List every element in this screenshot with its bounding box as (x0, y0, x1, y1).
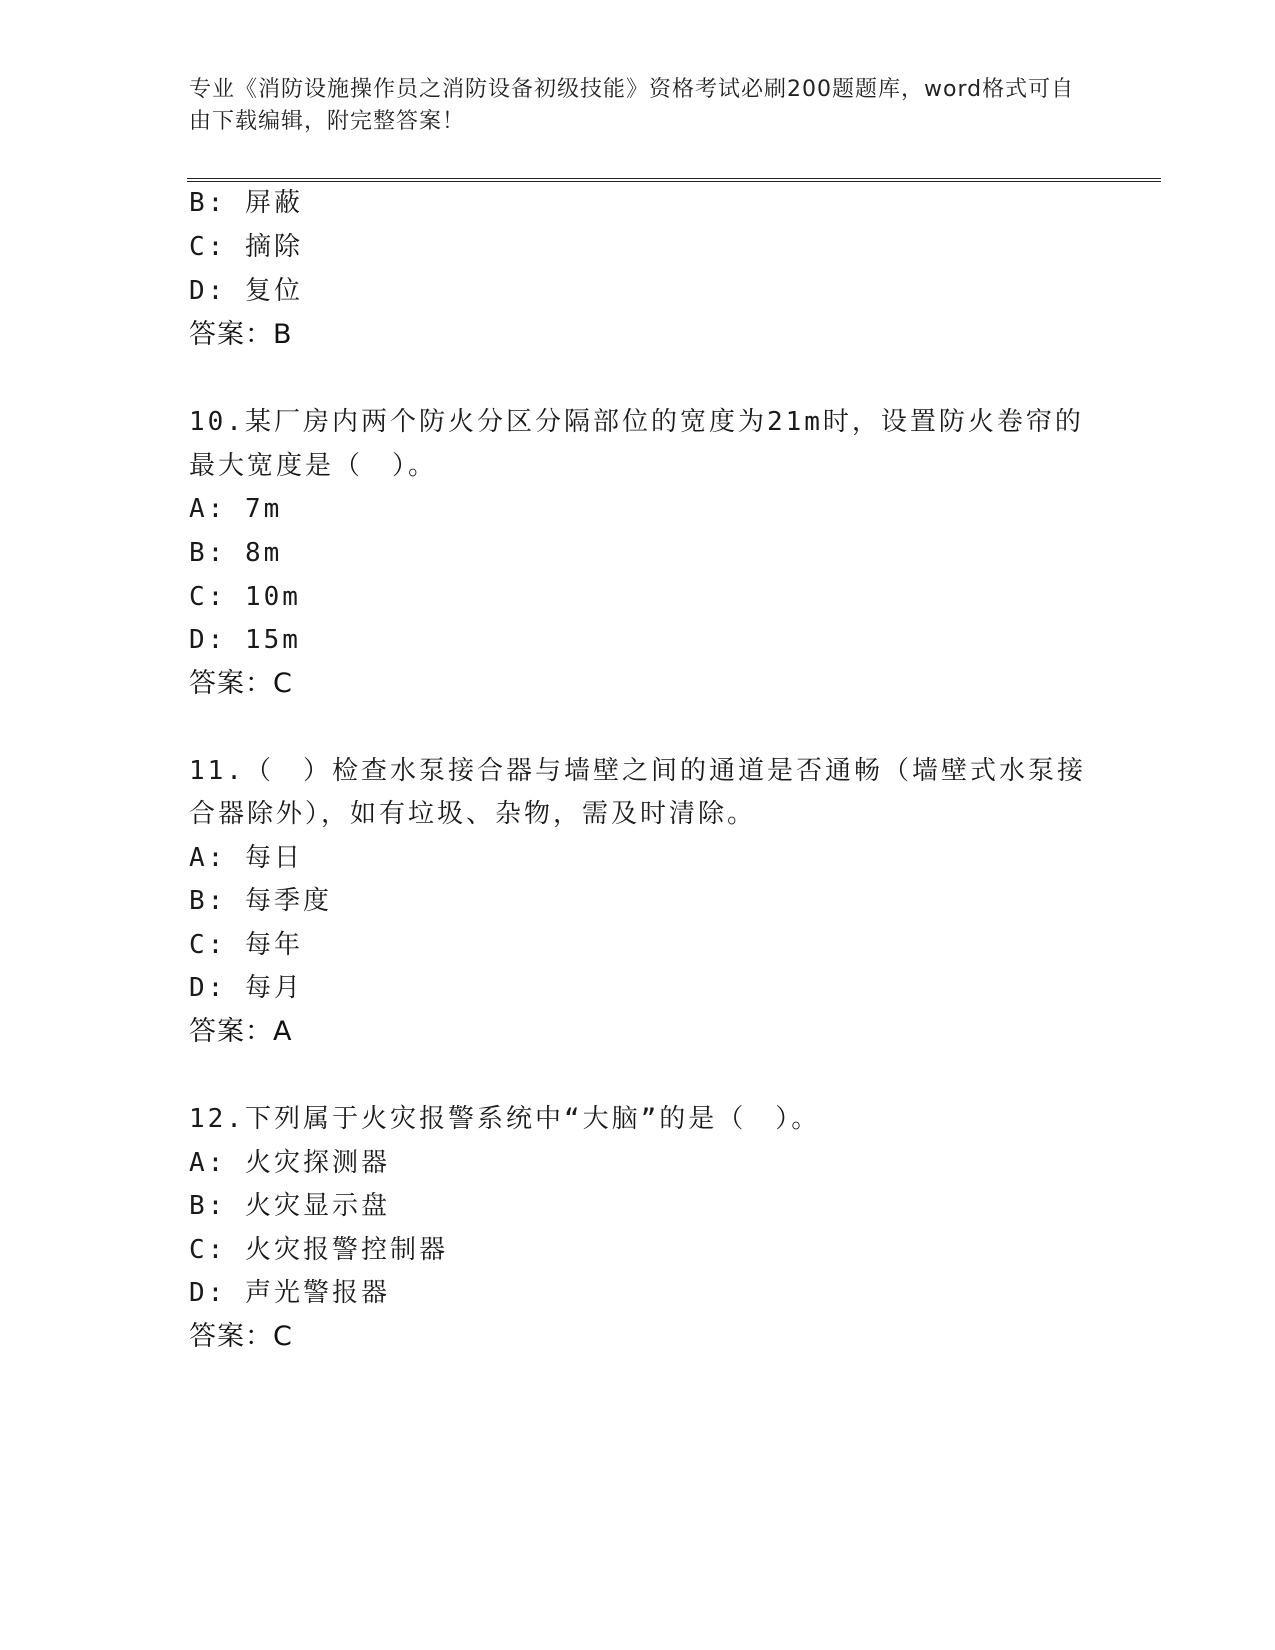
q12-answer: 答案：C (189, 1321, 293, 1352)
q12-stem-line1: 12.下列属于火灾报警系统中“大脑”的是（ ）。 (189, 1104, 821, 1134)
q12-option-a: A: 火灾探测器 (189, 1148, 390, 1178)
q11-option-a: A: 每日 (189, 843, 303, 873)
q12-option-b: B: 火灾显示盘 (189, 1191, 390, 1221)
q10-stem-line2: 最大宽度是（ ）。 (189, 451, 438, 481)
q11-answer: 答案：A (189, 1016, 293, 1047)
q9-option-d: D: 复位 (189, 276, 303, 306)
q12-option-c: C: 火灾报警控制器 (189, 1235, 448, 1265)
q10-stem-line1: 10.某厂房内两个防火分区分隔部位的宽度为21m时，设置防火卷帘的 (189, 407, 1084, 437)
q12-option-d: D: 声光警报器 (189, 1278, 390, 1308)
q11-option-b: B: 每季度 (189, 886, 332, 916)
q11-stem-line2: 合器除外），如有垃圾、杂物，需及时清除。 (189, 799, 757, 829)
q10-option-b: B: 8m (189, 538, 283, 568)
document-header: 专业《消防设施操作员之消防设备初级技能》资格考试必刷200题题库，word格式可自由下载编辑，附完整答案！ (189, 77, 1075, 134)
q9-option-b: B: 屏蔽 (189, 188, 303, 218)
q10-option-c: C: 10m (189, 582, 301, 612)
q11-stem-line1: 11.（ ）检查水泵接合器与墙壁之间的通道是否通畅（墙壁式水泵接 (189, 756, 1086, 786)
q10-answer: 答案：C (189, 668, 293, 699)
q10-option-d: D: 15m (189, 625, 301, 655)
q11-option-c: C: 每年 (189, 930, 303, 960)
header-divider (187, 178, 1161, 182)
q10-option-a: A: 7m (189, 494, 283, 524)
q9-option-c: C: 摘除 (189, 232, 303, 262)
q9-answer: 答案：B (189, 319, 293, 350)
q11-option-d: D: 每月 (189, 973, 303, 1003)
